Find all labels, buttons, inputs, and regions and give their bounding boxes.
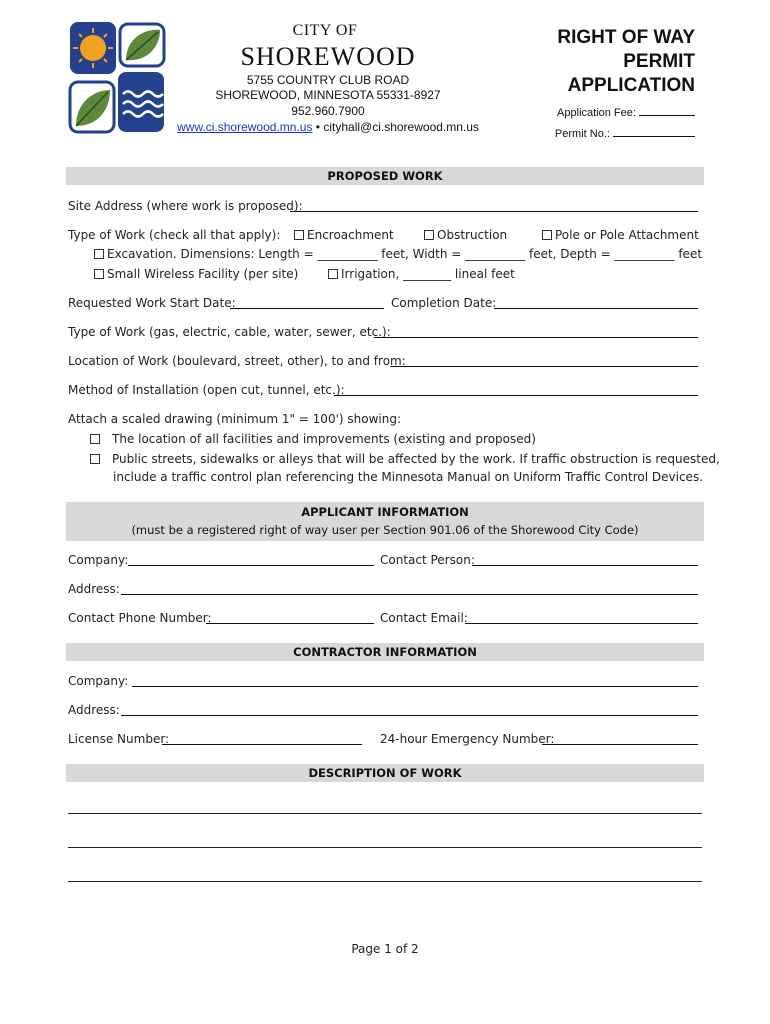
description-heading: DESCRIPTION OF WORK	[66, 764, 704, 782]
method-field[interactable]	[334, 395, 698, 396]
proposed-work-heading: PROPOSED WORK	[66, 167, 704, 185]
applicant-heading-subtitle: (must be a registered right of way user per Section 901.06 of the Shorewood City Code)	[131, 523, 639, 537]
excavation-checkbox[interactable]	[94, 249, 104, 259]
location-field[interactable]	[390, 366, 698, 367]
license-number-label: License Number:	[68, 732, 170, 746]
attach-item-2-label: Public streets, sidewalks or alleys that will be affected by the work. If traffic obstruction is requested,	[112, 452, 720, 466]
form-title-line3: APPLICATION	[567, 75, 695, 96]
attach-item-2-continued: include a traffic control plan referencing the Minnesota Manual on Uniform Traffic Control Devices.	[113, 470, 704, 484]
city-logo	[68, 20, 166, 136]
start-date-field[interactable]	[230, 308, 384, 309]
application-fee	[557, 105, 695, 119]
contact-phone-field[interactable]	[206, 623, 374, 624]
contact-email-field[interactable]	[465, 623, 698, 624]
emergency-number-field[interactable]	[542, 744, 698, 745]
small-wireless-label: Small Wireless Facility (per site)	[107, 267, 299, 281]
address-line1: 5755 COUNTRY CLUB ROAD	[246, 73, 410, 87]
contact-web-line	[140, 120, 516, 134]
applicant-company-row	[68, 551, 698, 569]
applicant-contact-row	[68, 609, 698, 627]
website-link[interactable]: www.ci.shorewood.mn.us	[177, 120, 313, 134]
contact-email-label: Contact Email:	[380, 611, 468, 625]
contact-person-field[interactable]	[472, 565, 698, 566]
applicant-address-row	[68, 580, 698, 598]
obstruction-option[interactable]	[424, 226, 507, 244]
applicant-address-label: Address:	[68, 582, 120, 596]
city-name: SHOREWOOD	[240, 42, 416, 71]
attach-item-1-checkbox[interactable]	[90, 434, 100, 444]
permit-number-label: Permit No.:	[554, 128, 610, 140]
utility-type-row	[68, 323, 698, 341]
contractor-address-label: Address:	[68, 703, 120, 717]
attach-drawing-label: Attach a scaled drawing (minimum 1" = 100') showing:	[68, 412, 401, 426]
contractor-company-label: Company:	[68, 674, 129, 688]
form-title-line2: PERMIT	[623, 51, 695, 72]
type-of-work-label: Type of Work (check all that apply):	[68, 228, 281, 242]
encroachment-checkbox[interactable]	[294, 230, 304, 240]
utility-type-field[interactable]	[374, 337, 698, 338]
site-address-row	[68, 197, 698, 215]
start-date-label: Requested Work Start Date:	[68, 296, 236, 310]
emergency-number-label: 24-hour Emergency Number:	[380, 732, 555, 746]
application-fee-label: Application Fee:	[557, 107, 636, 119]
completion-date-field[interactable]	[494, 308, 698, 309]
location-label: Location of Work (boulevard, street, other), to and from:	[68, 354, 406, 368]
encroachment-option[interactable]	[294, 226, 394, 244]
excavation-label: Excavation. Dimensions: Length = __________ feet, Width = __________ feet, Depth = __________ feet	[107, 247, 703, 261]
location-row	[68, 352, 698, 370]
page-number: Page 1 of 2	[351, 942, 419, 956]
small-wireless-checkbox[interactable]	[94, 269, 104, 279]
encroachment-label: Encroachment	[307, 228, 394, 242]
description-line-1[interactable]	[68, 813, 702, 814]
attach-item-1-label: The location of all facilities and improvements (existing and proposed)	[112, 432, 536, 446]
pole-option[interactable]	[542, 226, 699, 244]
contact-phone-label: Contact Phone Number:	[68, 611, 212, 625]
excavation-option[interactable]	[94, 245, 702, 263]
contractor-license-row	[68, 730, 698, 748]
contact-person-label: Contact Person:	[380, 553, 475, 567]
applicant-info-heading	[66, 502, 704, 541]
contractor-address-row	[68, 701, 698, 719]
irrigation-label: Irrigation, ________ lineal feet	[341, 267, 515, 281]
description-line-3[interactable]	[68, 881, 702, 882]
small-wireless-option[interactable]	[94, 265, 298, 283]
obstruction-label: Obstruction	[437, 228, 508, 242]
permit-number	[555, 126, 695, 140]
contractor-info-heading: CONTRACTOR INFORMATION	[66, 643, 704, 661]
contractor-address-field[interactable]	[121, 715, 698, 716]
method-label: Method of Installation (open cut, tunnel, etc.):	[68, 383, 345, 397]
email-address: cityhall@ci.shorewood.mn.us	[323, 120, 479, 134]
attach-item-2-checkbox[interactable]	[90, 454, 100, 464]
application-fee-field[interactable]	[639, 105, 695, 116]
applicant-heading-title: APPLICANT INFORMATION	[301, 505, 469, 519]
city-of-label: CITY OF	[292, 22, 358, 39]
contractor-company-row	[68, 672, 698, 690]
permit-number-field[interactable]	[613, 126, 695, 137]
utility-type-label: Type of Work (gas, electric, cable, water, sewer, etc.):	[68, 325, 391, 339]
form-title-line1: RIGHT OF WAY	[557, 27, 695, 48]
irrigation-option[interactable]	[328, 265, 515, 283]
separator: •	[312, 120, 324, 134]
completion-date-label: Completion Date:	[391, 296, 497, 310]
method-row	[68, 381, 698, 399]
dates-row	[68, 294, 698, 312]
site-address-label: Site Address (where work is proposed):	[68, 199, 303, 213]
pole-label: Pole or Pole Attachment	[555, 228, 699, 242]
obstruction-checkbox[interactable]	[424, 230, 434, 240]
description-line-2[interactable]	[68, 847, 702, 848]
contractor-company-field[interactable]	[132, 686, 698, 687]
applicant-address-field[interactable]	[121, 594, 698, 595]
license-number-field[interactable]	[162, 744, 362, 745]
phone-number: 952.960.7900	[291, 104, 365, 118]
address-line2: SHOREWOOD, MINNESOTA 55331-8927	[215, 88, 441, 102]
attach-item-1[interactable]	[90, 430, 536, 448]
pole-checkbox[interactable]	[542, 230, 552, 240]
applicant-company-label: Company:	[68, 553, 129, 567]
attach-item-2[interactable]	[90, 450, 720, 468]
applicant-company-field[interactable]	[128, 565, 374, 566]
irrigation-checkbox[interactable]	[328, 269, 338, 279]
site-address-field[interactable]	[290, 211, 698, 212]
